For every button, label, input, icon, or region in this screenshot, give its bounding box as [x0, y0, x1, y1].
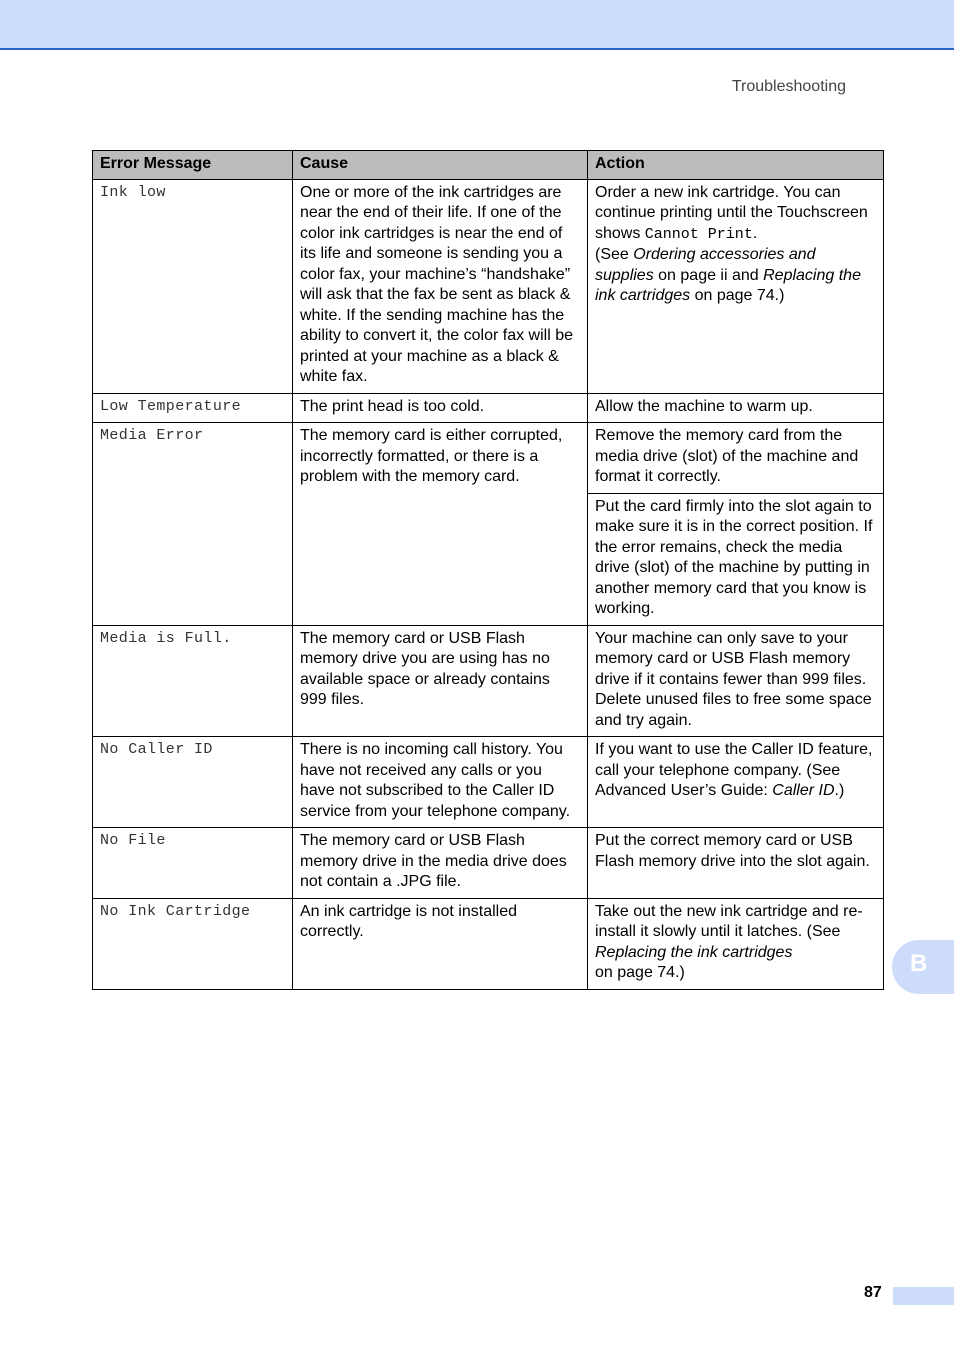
table-row	[93, 898, 884, 989]
cause-cell: There is no incoming call history. You have not received any calls or you have not subscribed to the Caller ID service from your telephone company.	[293, 737, 588, 828]
table-row	[93, 737, 884, 828]
action-text: Order a new ink cartridge. You can continue printing until the Touchscreen shows	[595, 183, 868, 242]
action-cell	[588, 737, 884, 828]
error-message-cell: Low Temperature	[93, 393, 293, 423]
cause-cell: The memory card or USB Flash memory drive in the media drive does not contain a .JPG file.	[293, 828, 588, 899]
error-message-cell: No Ink Cartridge	[93, 898, 293, 989]
action-text: .	[752, 224, 758, 242]
table-row	[93, 423, 884, 494]
action-cell: Put the correct memory card or USB Flash memory drive into the slot again.	[588, 828, 884, 899]
error-message-cell: Ink low	[93, 179, 293, 393]
section-title: Troubleshooting	[731, 78, 846, 95]
cause-cell: The memory card or USB Flash memory drive you are using has no available space or already contains 999 files.	[293, 625, 588, 737]
action-cell: Put the card firmly into the slot again to make sure it is in the correct position. If the error remains, check the media drive (slot) of the machine by putting in another memory card that you know is working.	[588, 493, 884, 625]
action-cell	[588, 179, 884, 393]
action-cell	[588, 898, 884, 989]
action-text: Take out the new ink cartridge and re-install it slowly until it latches. (See	[595, 902, 863, 940]
action-cell: Your machine can only save to your memory card or USB Flash memory drive if it contains fewer than 999 files. Delete unused files to free some space and try again.	[588, 625, 884, 737]
action-text: (See	[595, 246, 634, 263]
action-text: on page 74.)	[690, 287, 785, 304]
action-cell: Remove the memory card from the media drive (slot) of the machine and format it correctly.	[588, 423, 884, 494]
page-number: 87	[864, 1284, 882, 1301]
table-row	[93, 393, 884, 423]
action-text: If you want to use the Caller ID feature, call your telephone company. (See Advanced User’s Guide:	[595, 741, 873, 799]
cross-reference: Caller ID	[772, 782, 835, 799]
error-message-cell: No File	[93, 828, 293, 899]
cause-cell: The print head is too cold.	[293, 393, 588, 423]
cause-cell: The memory card is either corrupted, incorrectly formatted, or there is a problem with the memory card.	[293, 423, 588, 626]
touchscreen-message: Cannot Print	[644, 225, 753, 243]
header-error-message: Error Message	[93, 151, 293, 180]
cause-cell: One or more of the ink cartridges are near the end of their life. If one of the color ink cartridges is near the end of its life and someone is sending you a color fax, your machine’s “handshake” will ask that the fax be sent as black & white. If the sending machine has the ability to convert it, the color fax will be printed at your machine as a black & white fax.	[293, 179, 588, 393]
error-message-table	[92, 150, 884, 990]
top-header-band	[0, 0, 954, 50]
table-row	[93, 179, 884, 393]
table-row	[93, 625, 884, 737]
chapter-tab-label: B	[910, 950, 928, 977]
table-row	[93, 828, 884, 899]
cross-reference: Replacing the ink cartridges	[595, 943, 793, 961]
cross-reference: Ordering accessories and supplies	[595, 246, 816, 284]
error-message-cell: Media Error	[93, 423, 293, 626]
error-message-cell: No Caller ID	[93, 737, 293, 828]
cause-cell: An ink cartridge is not installed correctly.	[293, 898, 588, 989]
header-action: Action	[588, 151, 884, 180]
cross-reference: Replacing the ink cartridges	[595, 266, 861, 304]
action-text: on page ii and	[653, 266, 764, 284]
action-cell: Allow the machine to warm up.	[588, 393, 884, 423]
chapter-tab[interactable]	[892, 940, 954, 994]
page-number-bar	[893, 1287, 954, 1305]
table-header-row	[93, 151, 884, 180]
header-cause: Cause	[293, 151, 588, 180]
action-text: on page 74.)	[595, 964, 685, 981]
action-text: .)	[834, 782, 845, 799]
error-message-cell: Media is Full.	[93, 625, 293, 737]
